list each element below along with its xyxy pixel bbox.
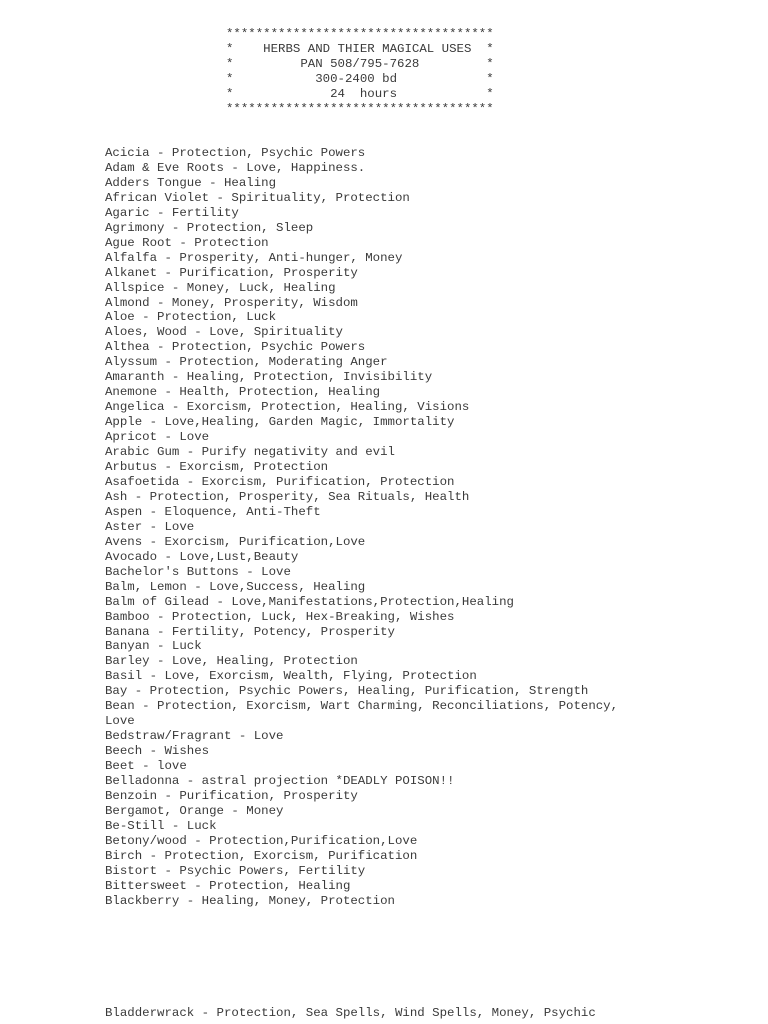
herb-entry: Ague Root - Protection <box>105 235 269 250</box>
herb-entry: Benzoin - Purification, Prosperity <box>105 788 358 803</box>
herb-entry: Althea - Protection, Psychic Powers <box>105 340 366 355</box>
herb-entry: Adam & Eve Roots - Love, Happiness. <box>105 160 366 175</box>
herb-entry: Bittersweet - Protection, Healing <box>105 878 351 893</box>
herb-entry: Amaranth - Healing, Protection, Invisibility <box>105 370 433 385</box>
herb-entry: Asafoetida - Exorcism, Purification, Protection <box>105 474 455 489</box>
herb-entry: Belladonna - astral projection *DEADLY POISON!! <box>105 774 455 789</box>
herb-entry: Aloe - Protection, Luck <box>105 310 277 325</box>
herb-entry: Be-Still - Luck <box>105 818 217 833</box>
herb-entry: Banana - Fertility, Potency, Prosperity <box>105 624 395 639</box>
herb-entry: Almond - Money, Prosperity, Wisdom <box>105 295 358 310</box>
herb-entry: Beech - Wishes <box>105 744 210 759</box>
herb-entry: Agaric - Fertility <box>105 205 239 220</box>
herb-entry: Blackberry - Healing, Money, Protection <box>105 893 395 908</box>
herb-entry: Betony/wood - Protection,Purification,Love <box>105 833 418 848</box>
header-border-bottom: ************************************ <box>226 102 494 116</box>
herb-entry-continuation: Love <box>105 714 135 729</box>
herb-entry: Aloes, Wood - Love, Spirituality <box>105 325 343 340</box>
herb-entry: Bergamot, Orange - Money <box>105 803 284 818</box>
header-title-line: * HERBS AND THIER MAGICAL USES * <box>226 42 494 56</box>
herb-entry: Bamboo - Protection, Luck, Hex-Breaking, Wishes <box>105 609 455 624</box>
herb-entry: Alfalfa - Prosperity, Anti-hunger, Money <box>105 250 403 265</box>
document-header <box>226 27 494 117</box>
herb-entry: Avens - Exorcism, Purification,Love <box>105 534 366 549</box>
herb-entry: Birch - Protection, Exorcism, Purification <box>105 848 418 863</box>
herb-entry: Basil - Love, Exorcism, Wealth, Flying, Protection <box>105 669 477 684</box>
herb-entry: Arbutus - Exorcism, Protection <box>105 460 329 475</box>
herb-entry: Angelica - Exorcism, Protection, Healing, Visions <box>105 400 470 415</box>
herb-entry: Allspice - Money, Luck, Healing <box>105 280 336 295</box>
herb-entry: African Violet - Spirituality, Protection <box>105 190 410 205</box>
herb-list <box>105 146 618 909</box>
herb-entry: Bean - Protection, Exorcism, Wart Charming, Reconciliations, Potency, <box>105 699 619 714</box>
herb-entry: Banyan - Luck <box>105 639 202 654</box>
herb-entry: Adders Tongue - Healing <box>105 175 277 190</box>
herb-entry-trailing: Bladderwrack - Protection, Sea Spells, Wind Spells, Money, Psychic <box>105 1006 596 1020</box>
herb-entry: Balm of Gilead - Love,Manifestations,Protection,Healing <box>105 594 514 609</box>
header-baud-line: * 300-2400 bd * <box>226 72 494 86</box>
herb-entry: Bedstraw/Fragrant - Love <box>105 729 284 744</box>
herb-entry: Bay - Protection, Psychic Powers, Healing, Purification, Strength <box>105 684 589 699</box>
herb-entry: Anemone - Health, Protection, Healing <box>105 385 381 400</box>
herb-entry: Barley - Love, Healing, Protection <box>105 654 358 669</box>
herb-entry: Aster - Love <box>105 519 195 534</box>
herb-entry: Apricot - Love <box>105 430 210 445</box>
herb-entry: Agrimony - Protection, Sleep <box>105 220 314 235</box>
header-hours-line: * 24 hours * <box>226 87 494 101</box>
header-border-top: ************************************ <box>226 27 494 41</box>
header-phone-line: * PAN 508/795-7628 * <box>226 57 494 71</box>
herb-entry: Acicia - Protection, Psychic Powers <box>105 146 366 160</box>
herb-entry: Bistort - Psychic Powers, Fertility <box>105 863 366 878</box>
herb-entry: Alyssum - Protection, Moderating Anger <box>105 355 388 370</box>
herb-entry: Beet - love <box>105 759 187 774</box>
herb-entry: Avocado - Love,Lust,Beauty <box>105 549 299 564</box>
herb-entry: Arabic Gum - Purify negativity and evil <box>105 445 395 460</box>
herb-entry: Balm, Lemon - Love,Success, Healing <box>105 579 366 594</box>
herb-entry: Apple - Love,Healing, Garden Magic, Immortality <box>105 415 455 430</box>
herb-entry: Alkanet - Purification, Prosperity <box>105 265 358 280</box>
herb-entry: Bachelor's Buttons - Love <box>105 564 291 579</box>
herb-entry: Ash - Protection, Prosperity, Sea Rituals, Health <box>105 489 470 504</box>
herb-entry: Aspen - Eloquence, Anti-Theft <box>105 504 321 519</box>
